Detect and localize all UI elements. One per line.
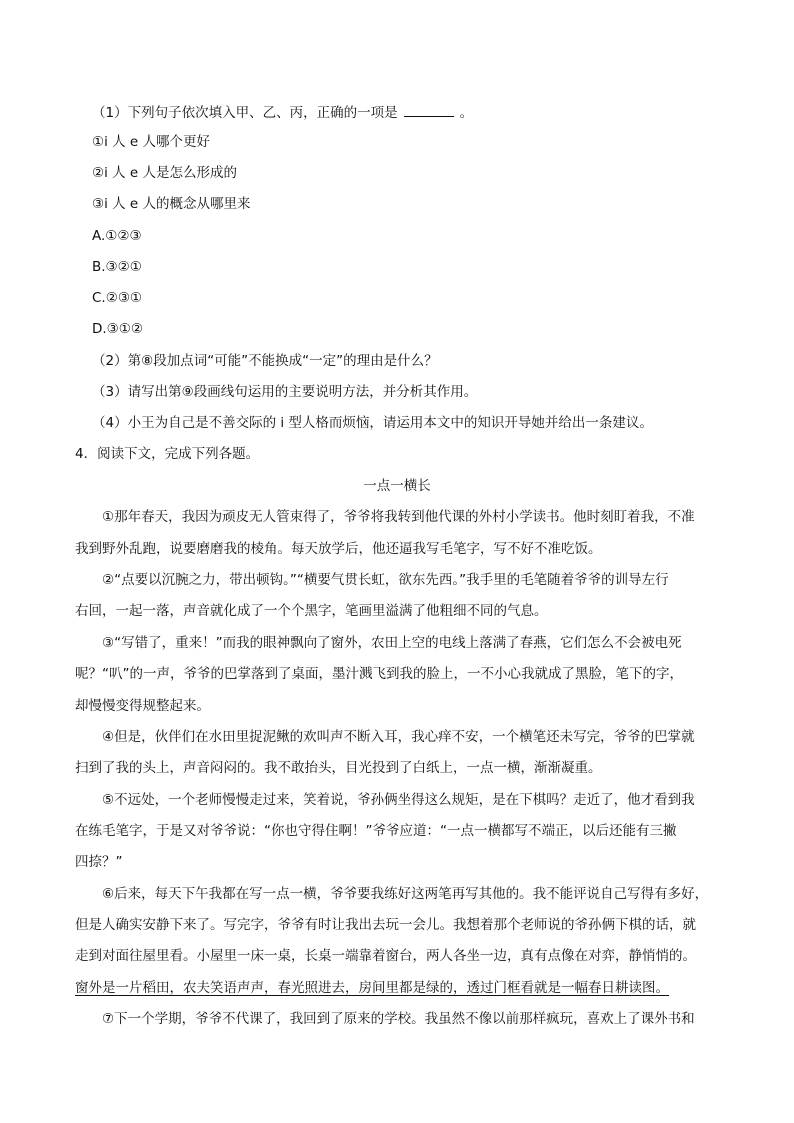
paragraph-7-line-1: ⑦下一个学期，爷爷不代课了，我回到了原来的学校。我虽然不像以前那样疯玩，喜欢上了课外书和 [102,1011,695,1027]
option-c: C.②③① [92,290,143,306]
paragraph-5-line-1: ⑤不远处，一个老师慢慢走过来，笑着说，爷孙俩坐得这么规矩，是在下棋吗？走近了，他才看到我 [102,792,695,808]
subquestion-1-end: 。 [459,105,474,121]
paragraph-3-line-1: ③“写错了，重来！”而我的眼神飘向了窗外，农田上空的电线上落满了春燕，它们怎么不会被电死 [102,635,682,651]
paragraph-6-line-1: ⑥后来，每天下午我都在写一点一横，爷爷要我练好这两笔再写其他的。我不能评说自己写得有多好， [102,886,709,902]
paragraph-5-line-3: 四捺？” [75,854,123,870]
question-3-subquestion-1 [92,102,473,123]
answer-blank [404,102,454,117]
option-a: A.①②③ [92,228,142,244]
question-4-heading: 4．阅读下文，完成下列各题。 [75,446,260,462]
paragraph-3-line-2: 呢？“叭”的一声，爷爷的巴掌落到了桌面，墨汁溅飞到我的脸上，一不小心我就成了黑脸，笔下的字， [75,666,683,682]
sentence-item-2: ②i 人 e 人是怎么形成的 [92,165,238,181]
option-b: B.③②① [92,259,142,275]
paragraph-3-line-3: 却慢慢变得规整起来。 [75,698,210,714]
passage-title: 一点一横长 [363,478,431,494]
paragraph-4-line-1: ④但是，伙伴们在水田里捉泥鳅的欢叫声不断入耳，我心痒不安，一个横笔还未写完，爷爷的巴掌就 [102,729,695,745]
question-3-subquestion-4: （4）小王为自己是不善交际的 i 型人格而烦恼，请运用本文中的知识开导她并给出一条建议。 [92,415,653,431]
sentence-item-1: ①i 人 e 人哪个更好 [92,134,211,150]
paragraph-1-line-1: ①那年春天，我因为顽皮无人管束得了，爷爷将我转到他代课的外村小学读书。他时刻盯着我，不准 [102,509,695,525]
paragraph-2-line-1: ②“点要以沉腕之力，带出顿钩。”“横要气贯长虹，欲东先西。”我手里的毛笔随着爷爷的训导左行 [102,572,669,588]
subquestion-1-text: （1）下列句子依次填入甲、乙、丙，正确的一项是 [92,105,398,121]
paragraph-6-line-3: 走到对面往屋里看。小屋里一床一桌，长桌一端靠着窗台，两人各坐一边，真有点像在对弈，静悄悄的。 [75,948,696,964]
paragraph-6-line-2: 但是人确实安静下来了。写完字，爷爷有时让我出去玩一会儿。我想着那个老师说的爷孙俩下棋的话，就 [75,917,696,933]
underlined-sentence: 窗外是一片稻田，农夫笑语声声，春光照进去，房间里都是绿的，透过门框看就是一幅春日耕读图。 [75,980,669,996]
paragraph-4-line-2: 扫到了我的头上，声音闷闷的。我不敢抬头，目光投到了白纸上，一点一横，渐渐凝重。 [75,760,602,776]
option-d: D.③①② [92,321,143,337]
paragraph-2-line-2: 右回，一起一落，声音就化成了一个个黑字，笔画里溢满了他粗细不同的气息。 [75,603,548,619]
paragraph-5-line-2: 在练毛笔字，于是又对爷爷说：“你也守得住啊！”爷爷应道：“一点一横都写不端正，以后还能有三撇 [75,823,677,839]
question-3-subquestion-2: （2）第⑧段加点词“可能”不能换成“一定”的理由是什么？ [92,353,438,369]
sentence-item-3: ③i 人 e 人的概念从哪里来 [92,196,251,212]
question-3-subquestion-3: （3）请写出第⑨段画线句运用的主要说明方法，并分析其作用。 [92,384,478,400]
paragraph-1-line-2: 我到野外乱跑，说要磨磨我的棱角。每天放学后，他还逼我写毛笔字，写不好不准吃饭。 [75,541,602,557]
